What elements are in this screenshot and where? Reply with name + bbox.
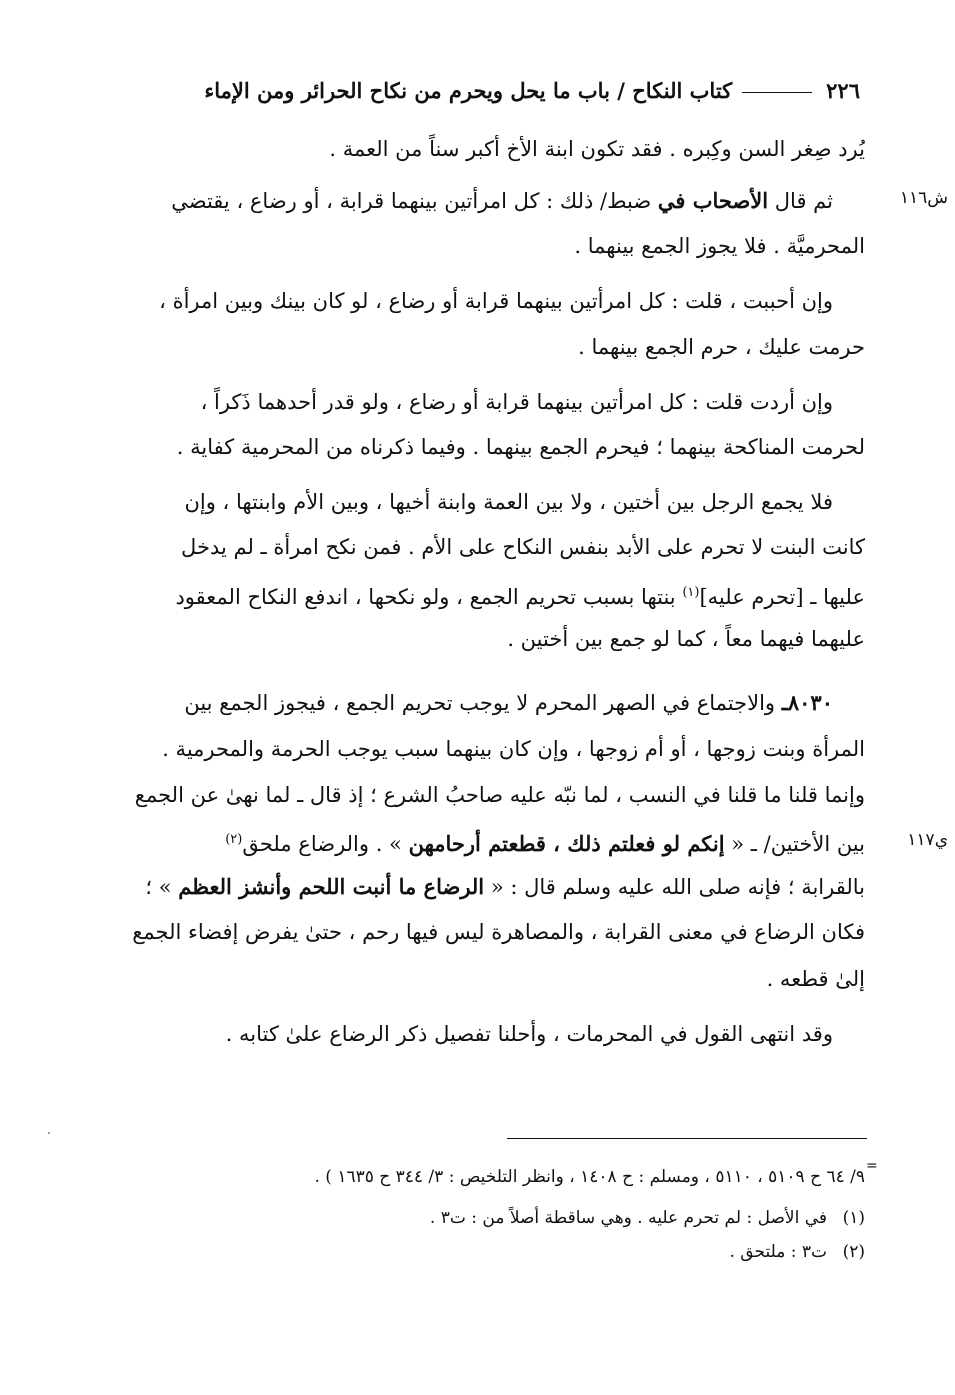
bold-run: إنكم لو فعلتم ذلك ، قطعتم أرحامهن — [408, 831, 725, 856]
bold-run: الأصحاب في — [657, 188, 769, 213]
text-line: فلا يجمع الرجل بين أختين ، ولا بين العمة وابنة أخيها ، وبين الأم وابنتها ، وإن — [184, 490, 833, 514]
header-title: كتاب النكاح / باب ما يحل ويحرم من نكاح الحرائر ومن الإماء — [204, 78, 733, 103]
footnote-2 — [105, 1239, 865, 1267]
page-number: ٢٢٦ — [826, 78, 860, 103]
footnote-number: (٢) — [842, 1242, 865, 1262]
running-header — [90, 78, 860, 118]
footnote-text: ت٣ : ملتحق . — [729, 1242, 827, 1262]
text-run: بين الأختين/ ـ « — [724, 832, 865, 856]
bold-run: الرضاع ما أنبت اللحم وأنشز العظم — [178, 874, 485, 899]
text-run: ثم قال — [768, 189, 833, 213]
text-run: والاجتماع في الصهر المحرم لا يوجب تحريم الجمع ، فيجوز الجمع بين — [184, 691, 782, 715]
paragraph-number: ٨٠٣٠ـ — [781, 690, 833, 715]
text-run: ضبط/ ذلك : كل امرأتين بينهما قرابة ، أو رضاع ، يقتضي — [171, 189, 658, 213]
footnote-continuation-mark: = — [866, 1158, 878, 1174]
text-line: وإن أردت قلت : كل امرأتين بينهما قرابة أو رضاع ، ولو قدر أحدهما ذَكراً ، — [200, 390, 833, 414]
text-line: وإن أحببت ، قلت : كل امرأتين بينهما قرابة أو رضاع ، لو كان بينك وبين امرأة ، — [159, 289, 833, 313]
text-line — [85, 824, 865, 858]
text-line — [85, 687, 833, 721]
text-line: وإنما قلنا ما قلنا في النسب ، لما نبّه عليه صاحبُ الشرع ؛ إذ قال ـ لما نهىٰ عن الجمع — [134, 783, 865, 807]
header-rule — [742, 92, 812, 93]
footnote-number: (١) — [842, 1208, 865, 1228]
text-line: حرمت عليك ، حرم الجمع بينهما . — [578, 335, 865, 359]
text-line: فكان الرضاع في معنى القرابة ، والمصاهرة ليس فيها رحم ، حتىٰ يفرض إفضاء الجمع — [132, 920, 865, 944]
text-run: » ؛ — [145, 875, 179, 899]
text-run: بنتها بسبب تحريم الجمع ، ولو نكحها ، اندفع النكاح المعقود — [175, 585, 683, 609]
text-run: عليها ـ [تحرم عليه] — [699, 585, 865, 609]
scan-speck — [48, 1132, 50, 1134]
text-line — [85, 577, 865, 611]
margin-note-2: ي١١٧ — [907, 830, 948, 850]
text-line: المرأة وبنت زوجها ، أو أم زوجها ، وإن كان بينهما سبب يوجب الحرمة والمحرمية . — [162, 737, 865, 761]
text-line: وقد انتهى القول في المحرمات ، وأحلنا تفصيل ذكر الرضاع علىٰ كتابه . — [225, 1022, 833, 1046]
footnote-text: في الأصل : لم تحرم عليه . وهي ساقطة أصلاً من : ت٣ . — [429, 1208, 827, 1228]
text-line — [85, 871, 865, 905]
footnote-1 — [105, 1205, 865, 1233]
footnote-ref-2: (٢) — [225, 832, 243, 847]
text-line: يُرد صِغر السن وكِبره . فقد تكون ابنة الأخ أكبر سناً من العمة . — [329, 137, 865, 161]
footnote-continuation: ٩/ ٦٤ ح ٥١٠٩ ، ٥١١٠ ، ومسلم : ح ١٤٠٨ ، وانظر التلخيص : ٣/ ٣٤٤ ح ١٦٣٥ ) . — [314, 1167, 865, 1187]
text-line: عليهما فيهما معاً ، كما لو جمع بين أختين . — [507, 627, 865, 651]
footnote-separator — [507, 1138, 867, 1139]
margin-note-1: ش١١٦ — [899, 188, 948, 208]
text-run: بالقرابة ؛ فإنه صلى الله عليه وسلم قال : « — [484, 875, 865, 899]
text-line: إلىٰ قطعه . — [766, 967, 865, 991]
footnote-ref-1: (١) — [682, 585, 700, 600]
text-line: كانت البنت لا تحرم على الأبد بنفس النكاح على الأم . فمن نكح امرأة ـ لم يدخل — [181, 535, 865, 559]
text-line — [85, 185, 833, 219]
text-line: لحرمت المناكحة بينهما ؛ فيحرم الجمع بينهما . وفيما ذكرناه من المحرمية كفاية . — [176, 435, 865, 459]
text-run: » . والرضاع ملحق — [242, 832, 409, 856]
text-line: المحرميَّة . فلا يجوز الجمع بينهما . — [574, 234, 865, 258]
